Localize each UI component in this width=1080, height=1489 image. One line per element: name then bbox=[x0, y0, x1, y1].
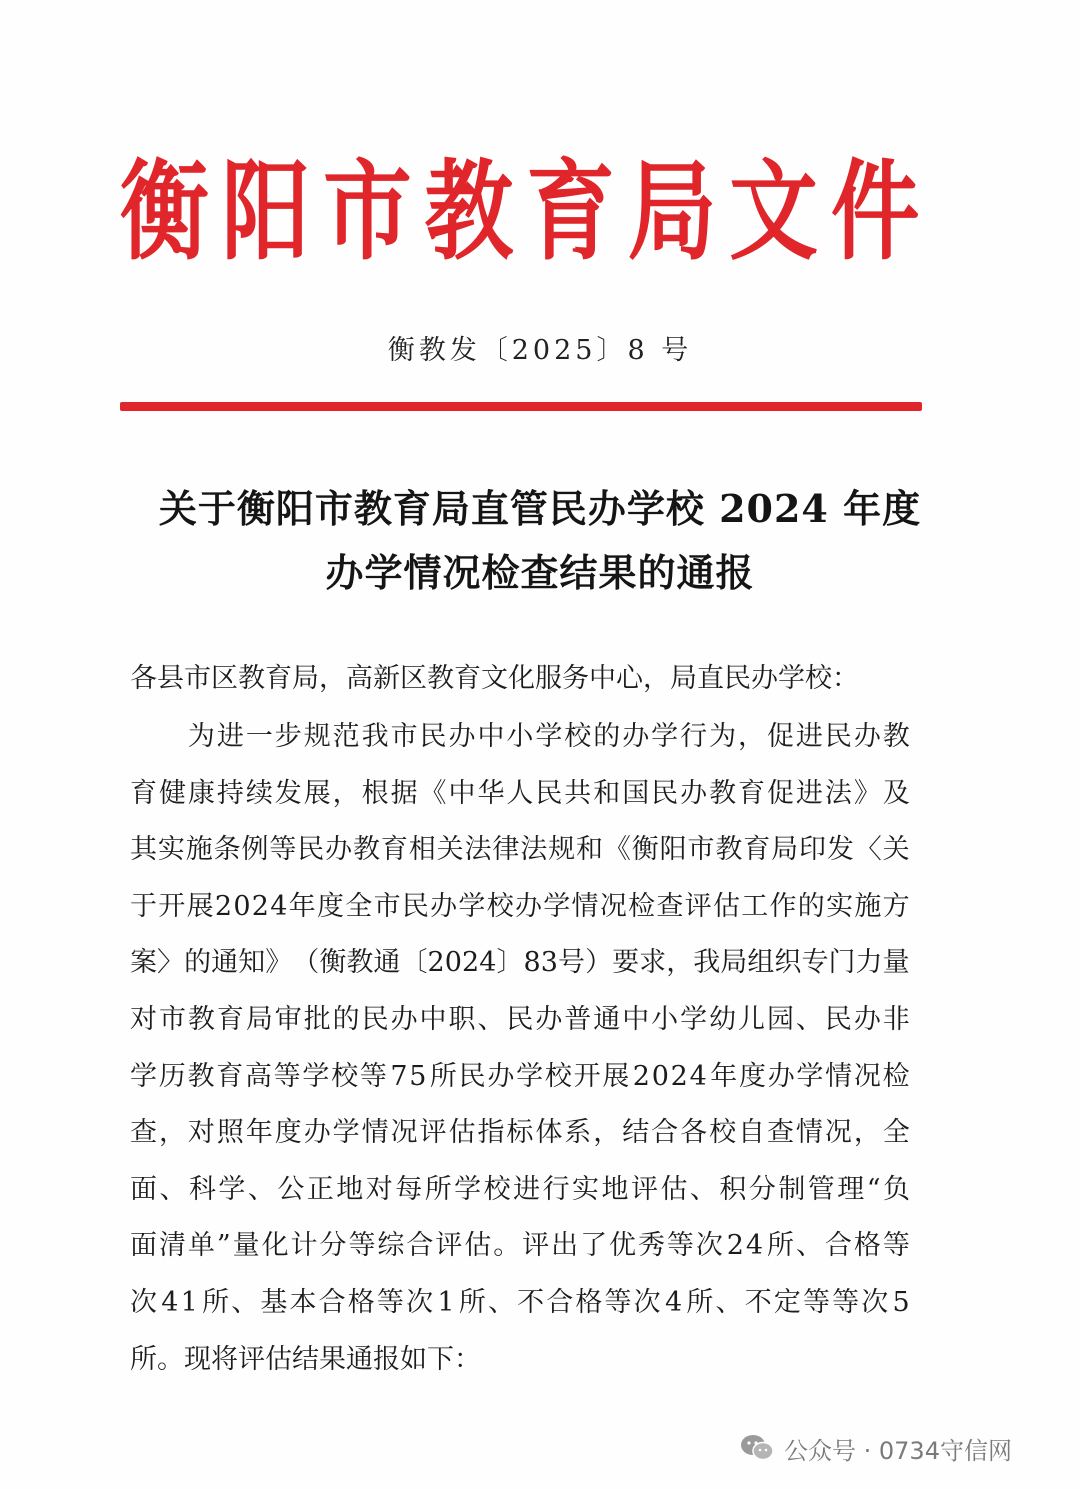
body-line: 其 实 施 条 例 等 民 办 教 育 相 关 法 律 法 规 和 《 衡 阳 市 教 育 局 印 发 〈 关 bbox=[130, 834, 910, 866]
body-line: 面 、 科 学 、 公 正 地 对 每 所 学 校 进 行 实 地 评 估 、 积 分 制 管 理 “ 负 bbox=[130, 1173, 910, 1205]
issuer-char: 件 bbox=[830, 150, 920, 275]
body-line: 查 ， 对 照 年 度 办 学 情 况 评 估 指 标 体 系 ， 结 合 各 校 自 查 情 况 ， 全 bbox=[130, 1117, 910, 1149]
issuer-char: 局 bbox=[627, 150, 717, 275]
issuer-char: 市 bbox=[323, 150, 412, 275]
body-line: 为 进 一 步 规 范 我 市 民 办 中 小 学 校 的 办 学 行 为 ， 促 进 民 办 教 bbox=[187, 721, 910, 752]
body-line: 学 历 教 育 高 等 学 校 等 7 5 所 民 办 学 校 开 展 2 0 2 4 年 度 办 学 情 况 检 bbox=[130, 1060, 910, 1092]
watermark-text: 公众号 · 0734守信网 bbox=[784, 1436, 1012, 1465]
salutation: 各县市区教育局，高新区教育文化服务中心，局直民办学校： bbox=[130, 663, 859, 694]
body-line: 案 〉 的 通 知 》 （ 衡 教 通 〔 2 0 2 4 〕 8 3 号 ） 要 求 ， 我 局 组 织 专 门 力 量 bbox=[130, 947, 910, 979]
issuer-char: 育 bbox=[526, 150, 615, 275]
wechat-icon bbox=[740, 1434, 774, 1462]
body-line: 于 开 展 2 0 2 4 年 度 全 市 民 办 学 校 办 学 情 况 检 查 评 估 工 作 的 实 施 方 bbox=[130, 890, 910, 922]
red-divider bbox=[120, 402, 922, 411]
document-title-line-1: 关于衡阳市教育局直管民办学校 2024 年度 bbox=[158, 486, 922, 531]
issuer-char: 教 bbox=[424, 150, 514, 275]
issuer-header bbox=[120, 138, 920, 288]
issuer-char: 衡 bbox=[120, 150, 209, 275]
watermark bbox=[740, 1428, 1012, 1468]
body-line: 育 健 康 持 续 发 展 ， 根 据 《 中 华 人 民 共 和 国 民 办 教 育 促 进 法 》 及 bbox=[130, 777, 910, 809]
issuer-char: 阳 bbox=[221, 150, 311, 275]
issuer-char: 文 bbox=[729, 150, 818, 275]
body-line: 对 市 教 育 局 审 批 的 民 办 中 职 、 民 办 普 通 中 小 学 幼 儿 园 、 民 办 非 bbox=[130, 1004, 910, 1035]
document-number: 衡教发〔2025〕8 号 bbox=[387, 335, 693, 366]
body-line: 次 4 1 所 、 基 本 合 格 等 次 1 所 、 不 合 格 等 次 4 所 、 不 定 等 等 次 5 bbox=[130, 1287, 910, 1318]
document-title-line-2: 办学情况检查结果的通报 bbox=[325, 550, 755, 595]
body-line: 所。现将评估结果通报如下： bbox=[130, 1343, 481, 1375]
body-line: 面 清 单 ” 量 化 计 分 等 综 合 评 估 。 评 出 了 优 秀 等 次 2 4 所 、 合 格 等 bbox=[130, 1230, 910, 1262]
